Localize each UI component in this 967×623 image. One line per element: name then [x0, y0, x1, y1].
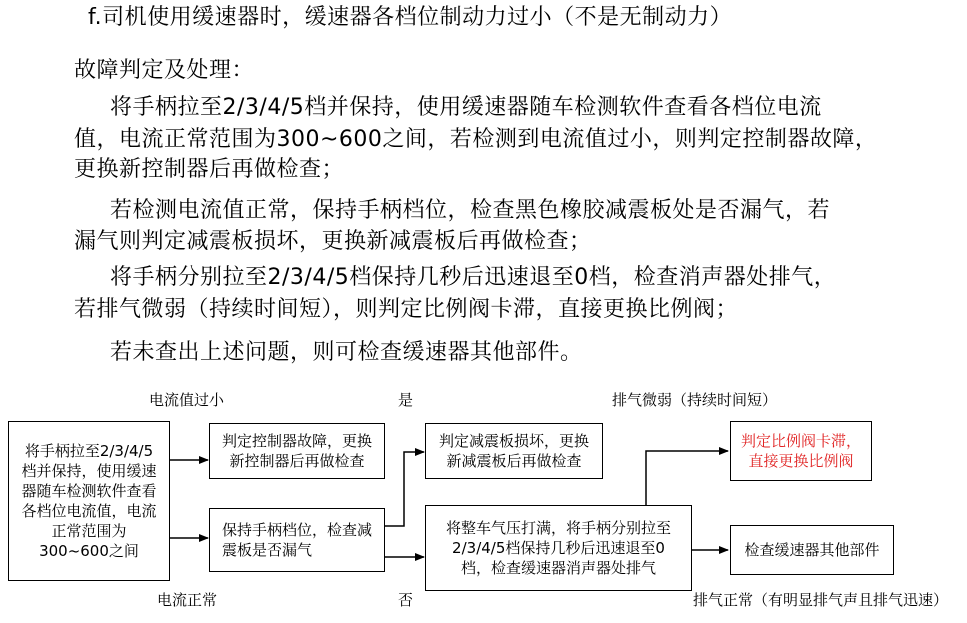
plate-damaged-box-line: 判定减震板损坏，更换	[438, 432, 589, 450]
plate-damaged-box	[425, 423, 603, 479]
arrow-exhaust-to-valve	[646, 451, 728, 505]
other-parts-box-line: 检查缓速器其他部件	[744, 541, 880, 559]
start-box-line: 将手柄拉至2/3/4/5	[24, 442, 154, 460]
check-plate-box-line: 震板是否漏气	[221, 541, 312, 559]
paragraph-4-line-1: 若未查出上述问题，则可检查缓速器其他部件。	[110, 340, 583, 365]
label-exhaust-weak: 排气微弱（持续时间短）	[612, 391, 778, 409]
label-current-normal: 电流正常	[157, 591, 218, 609]
plate-damaged-box-line: 新减震板后再做检查	[446, 452, 582, 470]
check-plate-box-line: 保持手柄档位，检查减	[221, 521, 372, 539]
label-current-low: 电流值过小	[149, 391, 225, 409]
paragraph-1-line-3: 更换新控制器后再做检查；	[74, 157, 345, 182]
paragraph-1-line-1: 将手柄拉至2/3/4/5档并保持，使用缓速器随车检测软件查看各档位电流	[110, 95, 822, 120]
start-box-line: 器随车检测软件查看	[21, 482, 157, 500]
controller-fault-box	[209, 423, 385, 479]
label-exhaust-normal: 排气正常（有明显排气声且排气迅速）	[693, 591, 949, 609]
valve-stuck-box	[730, 421, 872, 481]
paragraph-2-line-2: 漏气则判定减震板损坏，更换新减震板后再做检查；	[74, 229, 592, 254]
label-no: 否	[398, 591, 414, 609]
paragraph-1-line-2: 值，电流正常范围为300~600之间，若检测到电流值过小，则判定控制器故障，	[74, 127, 878, 152]
exhaust-check-box	[425, 505, 692, 591]
start-box-line: 300~600之间	[39, 542, 139, 560]
controller-box-line: 判定控制器故障，更换	[221, 432, 372, 450]
paragraph-3-line-1: 将手柄分别拉至2/3/4/5档保持几秒后迅速退至0档，检查消声器处排气，	[110, 265, 837, 290]
exhaust-check-box-line: 将整车气压打满，将手柄分别拉至	[445, 519, 671, 537]
start-box-line: 档并保持，使用缓速	[21, 462, 157, 480]
paragraph-2-line-1: 若检测电流值正常，保持手柄档位，检查黑色橡胶减震板处是否漏气，若	[110, 198, 831, 223]
diagnosis-subheading: 故障判定及处理：	[74, 58, 255, 83]
paragraph-3-line-2: 若排气微弱（持续时间短），则判定比例阀卡滞，直接更换比例阀；	[74, 297, 739, 322]
start-box-line: 各档位电流值，电流	[21, 502, 157, 520]
arrow-plate-check-to-damaged	[384, 452, 424, 526]
exhaust-check-box-line: 2/3/4/5档保持几秒后迅速退至0	[452, 539, 665, 557]
start-box-line: 正常范围为	[51, 522, 127, 540]
exhaust-check-box-line: 档，检查缓速器消声器处排气	[460, 559, 656, 577]
check-plate-box	[209, 508, 385, 572]
valve-box-line: 判定比例阀卡滞，	[740, 432, 861, 450]
section-heading: f.司机使用缓速器时，缓速器各档位制动力过小（不是无制动力）	[88, 5, 733, 30]
controller-box-line: 新控制器后再做检查	[229, 452, 365, 470]
other-parts-box	[730, 525, 894, 575]
valve-box-line: 直接更换比例阀	[748, 452, 854, 470]
start-box	[8, 421, 170, 581]
label-yes: 是	[398, 391, 414, 409]
